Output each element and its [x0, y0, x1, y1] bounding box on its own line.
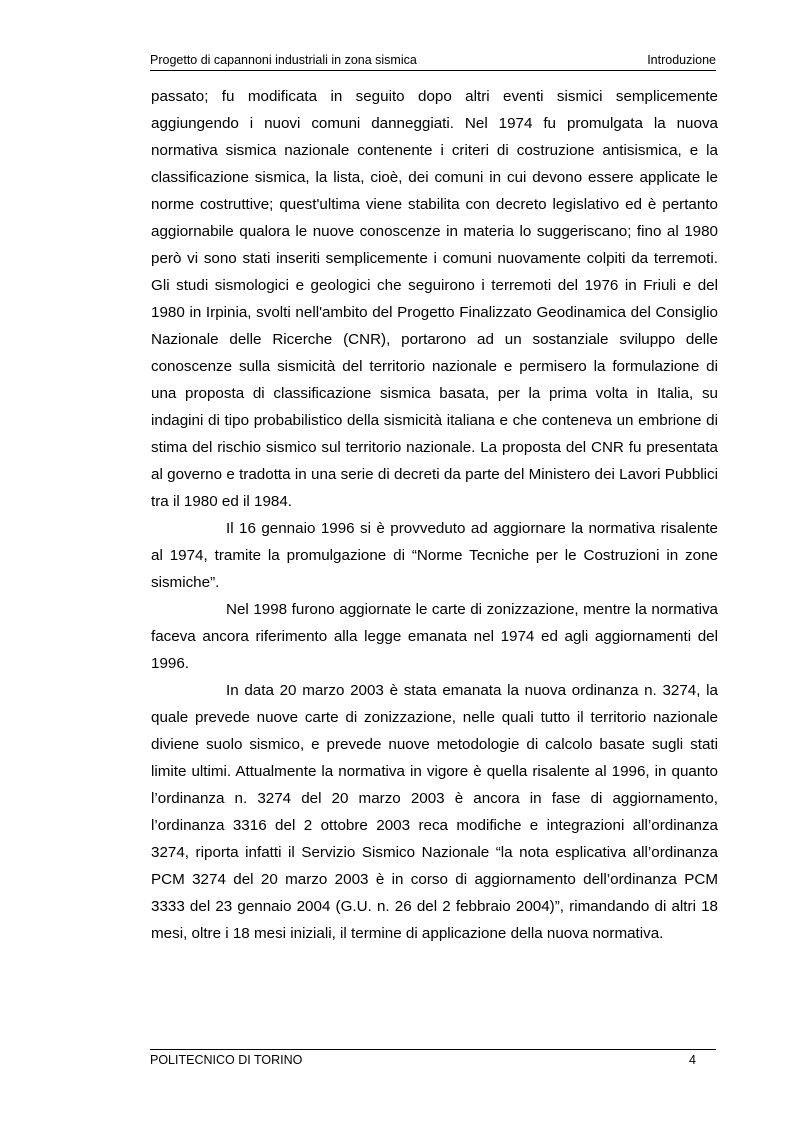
page-footer — [150, 1049, 716, 1067]
footer-institution: POLITECNICO DI TORINO — [150, 1053, 303, 1067]
paragraph: Nel 1998 furono aggiornate le carte di zonizzazione, mentre la normativa faceva ancora riferimento alla legge emanata nel 1974 ed agli aggiornamenti del 1996. — [151, 601, 718, 672]
page-number: 4 — [689, 1053, 696, 1067]
page-header — [150, 53, 716, 71]
paragraph: In data 20 marzo 2003 è stata emanata la nuova ordinanza n. 3274, la quale prevede nuove carte di zonizzazione, nelle quali tutto il territorio nazionale diviene suolo sismico, e prevede nuove metodologie di calcolo basate sugli stati limite ultimi. Attualmente la normativa in vigore è quella risalente al 1996, in quanto l’ordinanza n. 3274 del 20 marzo 2003 è ancora in fase di aggiornamento, l’ordinanza 3316 del 2 ottobre 2003 reca modifiche e integrazioni all’ordinanza 3274, riporta infatti il Servizio Sismico Nazionale “la nota esplicativa all’ordinanza PCM 3274 del 20 marzo 2003 è in corso di aggiornamento dell’ordinanza PCM 3333 del 23 gennaio 2004 (G.U. n. 26 del 2 febbraio 2004)”, rimandando di altri 18 mesi, oltre i 18 mesi iniziali, il termine di applicazione della nuova normativa. — [151, 682, 718, 942]
body-text — [151, 83, 718, 947]
header-section: Introduzione — [647, 53, 716, 67]
header-title: Progetto di capannoni industriali in zona sismica — [150, 53, 417, 67]
paragraph: passato; fu modificata in seguito dopo altri eventi sismici semplicemente aggiungendo i nuovi comuni danneggiati. Nel 1974 fu promulgata la nuova normativa sismica nazionale contenente i criteri di costruzione antisismica, e la classificazione sismica, la lista, cioè, dei comuni in cui devono essere applicate le norme costruttive; quest'ultima viene stabilita con decreto legislativo ed è pertanto aggiornabile qualora le nuove conoscenze in materia lo suggeriscano; fino al 1980 però vi sono stati inseriti semplicemente i comuni nuovamente colpiti da terremoti. Gli studi sismologici e geologici che seguirono i terremoti del 1976 in Friuli e del 1980 in Irpinia, svolti nell'ambito del Progetto Finalizzato Geodinamica del Consiglio Nazionale delle Ricerche (CNR), portarono ad un sostanziale sviluppo delle conoscenze sulla sismicità del territorio nazionale e permisero la formulazione di una proposta di classificazione sismica basata, per la prima volta in Italia, su indagini di tipo probabilistico della sismicità italiana e che conteneva un embrione di stima del rischio sismico sul territorio nazionale. La proposta del CNR fu presentata al governo e tradotta in una serie di decreti da parte del Ministero dei Lavori Pubblici tra il 1980 ed il 1984. — [151, 88, 718, 510]
paragraph: Il 16 gennaio 1996 si è provveduto ad aggiornare la normativa risalente al 1974, tramite la promulgazione di “Norme Tecniche per le Costruzioni in zone sismiche”. — [151, 520, 718, 591]
